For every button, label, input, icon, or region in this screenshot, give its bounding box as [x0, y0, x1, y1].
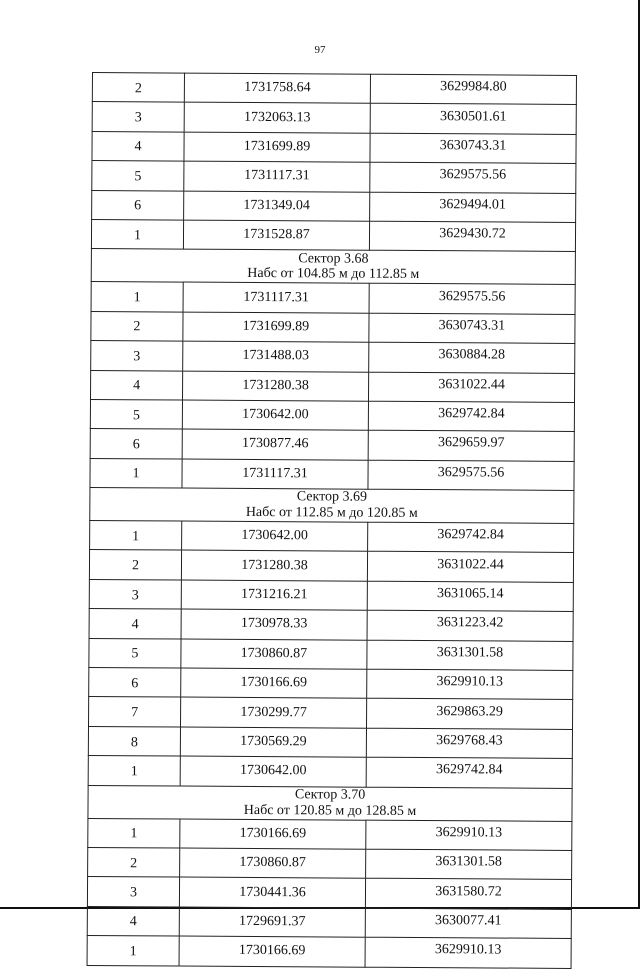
- y-coordinate-cell: 3629430.72: [369, 221, 575, 252]
- x-coordinate-cell: 1731488.03: [183, 341, 369, 372]
- x-coordinate-cell: 1730299.77: [181, 697, 367, 728]
- point-number-cell: 6: [89, 668, 181, 698]
- x-coordinate-cell: 1731758.64: [184, 73, 370, 104]
- table-row: [91, 311, 575, 343]
- point-number-cell: 1: [88, 756, 180, 786]
- sector-height-range: Набс от 112.85 м до 120.85 м: [245, 505, 418, 522]
- table-row: [92, 102, 576, 134]
- page-number: 97: [314, 44, 326, 56]
- point-number-cell: 6: [90, 429, 182, 459]
- x-coordinate-cell: 1731117.31: [183, 282, 369, 313]
- y-coordinate-cell: 3630884.28: [369, 342, 575, 373]
- sector-header-cell: [88, 785, 572, 821]
- y-coordinate-cell: 3629575.56: [370, 162, 576, 193]
- table-row: [92, 131, 576, 163]
- y-coordinate-cell: 3629910.13: [366, 820, 572, 851]
- table-row: [88, 847, 572, 879]
- y-coordinate-cell: 3629910.13: [367, 669, 573, 700]
- y-coordinate-cell: 3629742.84: [366, 757, 572, 788]
- sector-title: Сектор 3.68: [298, 250, 369, 267]
- y-coordinate-cell: 3629575.56: [368, 460, 574, 491]
- point-number-cell: 3: [91, 341, 183, 371]
- table-row: [91, 341, 575, 373]
- table-row: [90, 458, 574, 490]
- point-number-cell: 4: [87, 906, 179, 936]
- point-number-cell: 3: [92, 102, 184, 132]
- table-row: [89, 668, 573, 700]
- y-coordinate-cell: 3630077.41: [365, 908, 571, 939]
- y-coordinate-cell: 3630743.31: [370, 133, 576, 164]
- x-coordinate-cell: 1731117.31: [184, 161, 370, 192]
- point-number-cell: 4: [89, 609, 181, 639]
- table-row: [92, 161, 576, 193]
- y-coordinate-cell: 3631022.44: [368, 372, 574, 403]
- y-coordinate-cell: 3630501.61: [370, 104, 576, 135]
- point-number-cell: 3: [87, 877, 179, 907]
- sector-header-cell: [91, 249, 575, 285]
- sector-header-row: [91, 249, 575, 285]
- coordinates-table: [87, 72, 577, 968]
- x-coordinate-cell: 1729691.37: [179, 907, 365, 938]
- table-row: [88, 818, 572, 850]
- x-coordinate-cell: 1731216.21: [181, 580, 367, 611]
- x-coordinate-cell: 1730860.87: [180, 848, 366, 879]
- table-row: [90, 399, 574, 431]
- point-number-cell: 5: [89, 638, 181, 668]
- x-coordinate-cell: 1730441.36: [179, 877, 365, 908]
- point-number-cell: 4: [92, 131, 184, 161]
- x-coordinate-cell: 1730166.69: [180, 819, 366, 850]
- point-number-cell: 1: [87, 936, 179, 966]
- y-coordinate-cell: 3629984.80: [370, 74, 576, 105]
- x-coordinate-cell: 1731117.31: [182, 459, 368, 490]
- x-coordinate-cell: 1730166.69: [179, 936, 365, 967]
- point-number-cell: 1: [90, 521, 182, 551]
- coordinates-table-container: [87, 72, 576, 968]
- point-number-cell: 5: [92, 161, 184, 191]
- x-coordinate-cell: 1730860.87: [181, 639, 367, 670]
- point-number-cell: 2: [89, 550, 181, 580]
- point-number-cell: 1: [90, 458, 182, 488]
- x-coordinate-cell: 1730166.69: [181, 668, 367, 699]
- table-row: [89, 579, 573, 611]
- table-row: [87, 906, 571, 938]
- y-coordinate-cell: 3631223.42: [367, 610, 573, 641]
- y-coordinate-cell: 3631065.14: [367, 581, 573, 612]
- sector-title: Сектор 3.70: [294, 787, 366, 803]
- point-number-cell: 7: [89, 697, 181, 727]
- x-coordinate-cell: 1731699.89: [183, 312, 369, 343]
- y-coordinate-cell: 3629768.43: [366, 728, 572, 759]
- table-row: [91, 282, 575, 314]
- point-number-cell: 4: [90, 370, 182, 400]
- point-number-cell: 6: [92, 190, 184, 220]
- y-coordinate-cell: 3629910.13: [365, 937, 571, 968]
- x-coordinate-cell: 1730978.33: [181, 609, 367, 640]
- table-row: [87, 936, 571, 968]
- y-coordinate-cell: 3631022.44: [367, 552, 573, 583]
- x-coordinate-cell: 1730569.29: [180, 727, 366, 758]
- point-number-cell: 1: [91, 282, 183, 312]
- x-coordinate-cell: 1730642.00: [182, 400, 368, 431]
- x-coordinate-cell: 1730642.00: [182, 521, 368, 552]
- sector-header-row: [88, 785, 572, 821]
- table-row: [90, 521, 574, 553]
- table-row: [89, 697, 573, 729]
- point-number-cell: 2: [88, 847, 180, 877]
- point-number-cell: 5: [90, 399, 182, 429]
- table-row: [92, 73, 576, 105]
- point-number-cell: 1: [88, 818, 180, 848]
- table-row: [90, 370, 574, 402]
- y-coordinate-cell: 3631301.58: [367, 640, 573, 671]
- table-row: [88, 726, 572, 758]
- y-coordinate-cell: 3629575.56: [369, 284, 575, 315]
- coordinates-table-body: [87, 73, 576, 968]
- y-coordinate-cell: 3630743.31: [369, 313, 575, 344]
- y-coordinate-cell: 3631580.72: [365, 879, 571, 910]
- table-row: [89, 550, 573, 582]
- x-coordinate-cell: 1731280.38: [181, 551, 367, 582]
- sector-title: Сектор 3.69: [296, 489, 368, 506]
- x-coordinate-cell: 1731528.87: [183, 220, 369, 251]
- table-row: [91, 219, 575, 251]
- sector-height-range: Набс от 104.85 м до 112.85 м: [247, 266, 420, 283]
- table-row: [89, 609, 573, 641]
- table-row: [89, 638, 573, 670]
- point-number-cell: 8: [88, 726, 180, 756]
- x-coordinate-cell: 1731699.89: [184, 132, 370, 163]
- y-coordinate-cell: 3629863.29: [366, 699, 572, 730]
- sector-height-range: Набс от 120.85 м до 128.85 м: [243, 802, 417, 819]
- point-number-cell: 2: [91, 311, 183, 341]
- x-coordinate-cell: 1731349.04: [184, 191, 370, 222]
- x-coordinate-cell: 1732063.13: [184, 102, 370, 133]
- table-row: [87, 877, 571, 909]
- table-row: [90, 429, 574, 461]
- y-coordinate-cell: 3629742.84: [368, 401, 574, 432]
- y-coordinate-cell: 3629494.01: [370, 192, 576, 223]
- x-coordinate-cell: 1730877.46: [182, 429, 368, 460]
- y-coordinate-cell: 3631301.58: [366, 849, 572, 880]
- x-coordinate-cell: 1730642.00: [180, 756, 366, 787]
- table-row: [92, 190, 576, 222]
- x-coordinate-cell: 1731280.38: [182, 371, 368, 402]
- point-number-cell: 2: [92, 73, 184, 103]
- table-row: [88, 756, 572, 788]
- sector-header-cell: [90, 488, 574, 524]
- sector-header-row: [90, 488, 574, 524]
- point-number-cell: 3: [89, 579, 181, 609]
- y-coordinate-cell: 3629742.84: [368, 522, 574, 553]
- y-coordinate-cell: 3629659.97: [368, 430, 574, 461]
- point-number-cell: 1: [91, 219, 183, 249]
